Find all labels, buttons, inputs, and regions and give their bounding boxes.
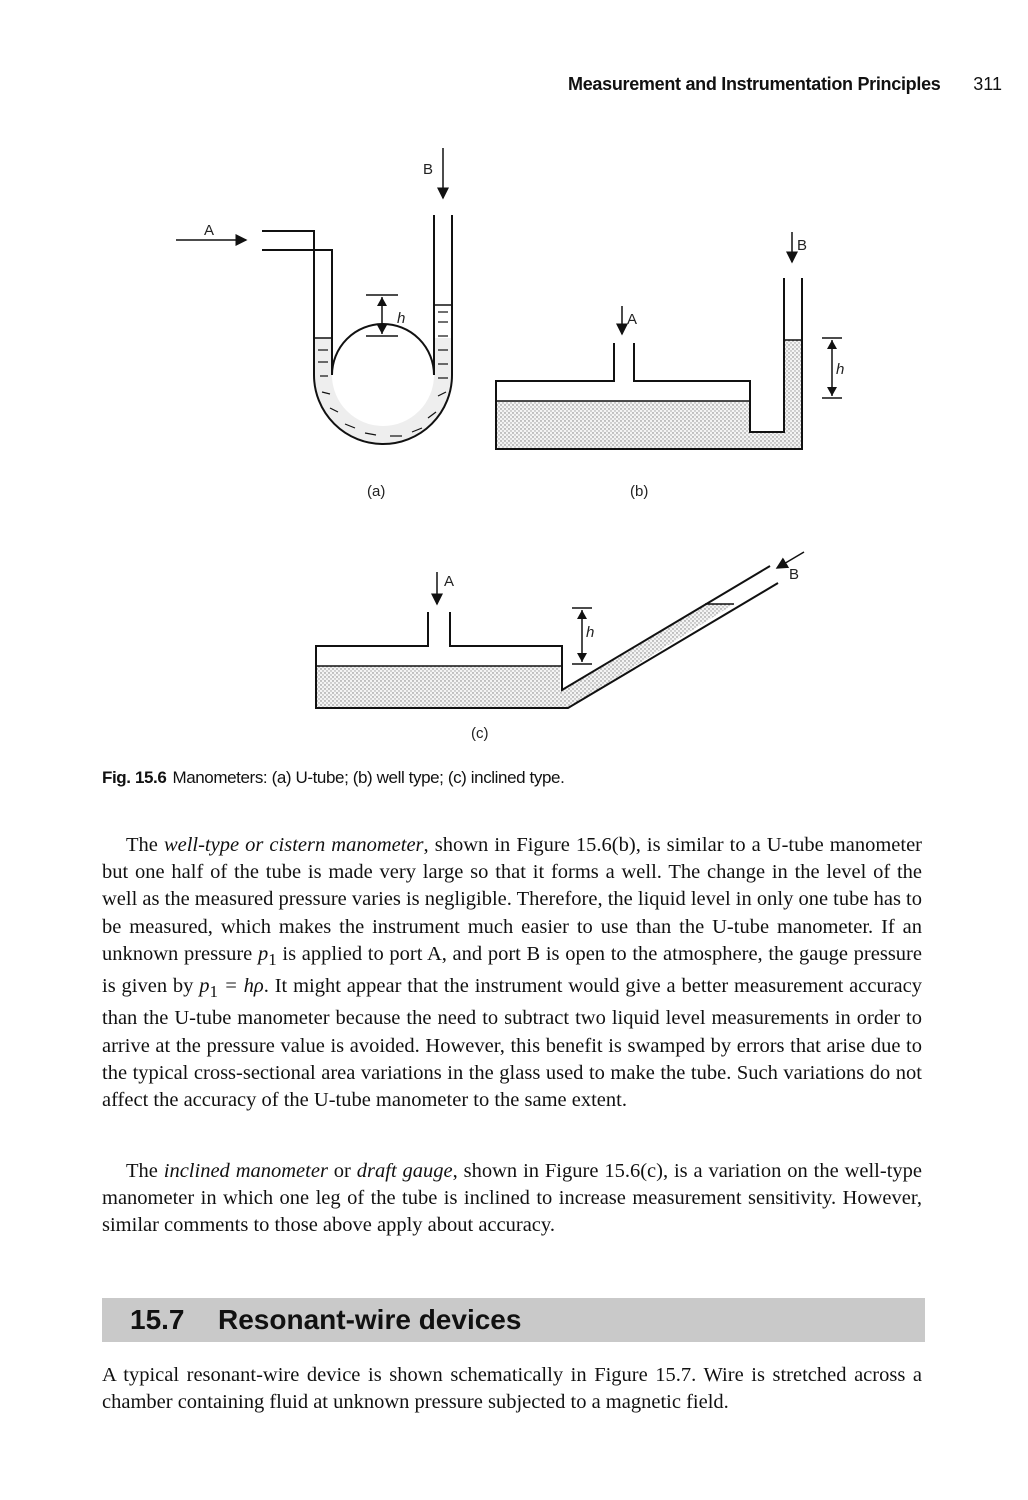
- inclined-port-a-label: A: [444, 573, 455, 590]
- section-heading: [102, 1298, 925, 1342]
- p1-text-4: . It might appear that the instrument would give a better measurement accuracy than the U-tube manometer because the need to subtract two liquid level measurements in order to arrive at the pressure value is avoided. However, this benefit is swamped by errors that arise due to the typical cross-sectional area variations in the glass used to make the tube. Such variations do not affect the accuracy of the U-tube manometer to the same extent.: [102, 975, 922, 1112]
- inclined-manometer: [316, 552, 804, 708]
- p2-emphasis-2: draft gauge: [356, 1160, 453, 1182]
- page-number: 311: [973, 74, 1002, 94]
- u-tube-port-b-label: B: [423, 161, 434, 178]
- subfigure-a-label: (a): [367, 483, 386, 500]
- p1-text-2: , shown in Figure 15.6(b), is similar to a U-tube manometer but one half of the tube is made very large so that it forms a well. The change in the level of the well as the measured pressure varies is negligible. Therefore, the liquid level in only one tube has to be measured, which makes the instrument much easier to use than the U-tube manometer. If an unknown pressure: [102, 834, 922, 965]
- u-tube-manometer: [176, 148, 452, 444]
- p1-math-p: p: [257, 942, 269, 965]
- section-number: 15.7: [130, 1304, 185, 1335]
- well-port-a-label: A: [627, 311, 638, 328]
- inclined-port-b-label: B: [789, 566, 800, 583]
- p2-emphasis-1: inclined manometer: [163, 1160, 328, 1182]
- p1-eq-p: p: [199, 975, 210, 998]
- p1-eq-sub: 1: [209, 982, 219, 1002]
- p2-text-2: or: [327, 1160, 357, 1182]
- paragraph-well-type: [102, 832, 922, 1114]
- u-tube-h-label: h: [397, 310, 406, 327]
- paragraph-resonant-wire: A typical resonant-wire device is shown schematically in Figure 15.7. Wire is stretched across a chamber containing fluid at unknown pressure subjected to a magnetic field.: [102, 1364, 922, 1414]
- figure-caption-text: Manometers: (a) U-tube; (b) well type; (c) inclined type.: [172, 768, 565, 787]
- running-header-title: Measurement and Instrumentation Principles: [568, 74, 941, 94]
- p1-emphasis: well-type or cistern manometer: [163, 834, 424, 856]
- figure-caption: [102, 768, 564, 788]
- p2-text-3: , shown in Figure 15.6(c), is a variation on the well-type manometer in which one leg of the tube is inclined to increase measurement sensitivity. However, similar comments to those above apply about accuracy.: [102, 1160, 922, 1237]
- p2-text-1: The: [126, 1160, 164, 1182]
- p1-eq-rest: = hρ: [218, 975, 264, 998]
- well-h-label: h: [836, 361, 845, 378]
- inclined-h-label: h: [586, 624, 595, 641]
- p1-text-3: is applied to port A, and port B is open to the atmosphere, the gauge pressure is given by: [102, 942, 922, 998]
- section-title: Resonant-wire devices: [218, 1304, 522, 1335]
- p1-math-sub: 1: [268, 949, 277, 969]
- u-tube-port-a-label: A: [204, 222, 215, 239]
- well-type-manometer: [496, 232, 845, 449]
- p1-text-1: The: [126, 834, 164, 856]
- subfigure-c-label: (c): [471, 725, 489, 742]
- subfigure-b-label: (b): [630, 483, 649, 500]
- figure-caption-label: Fig. 15.6: [102, 768, 167, 787]
- paragraph-inclined: [102, 1158, 922, 1240]
- well-port-b-label: B: [797, 237, 808, 254]
